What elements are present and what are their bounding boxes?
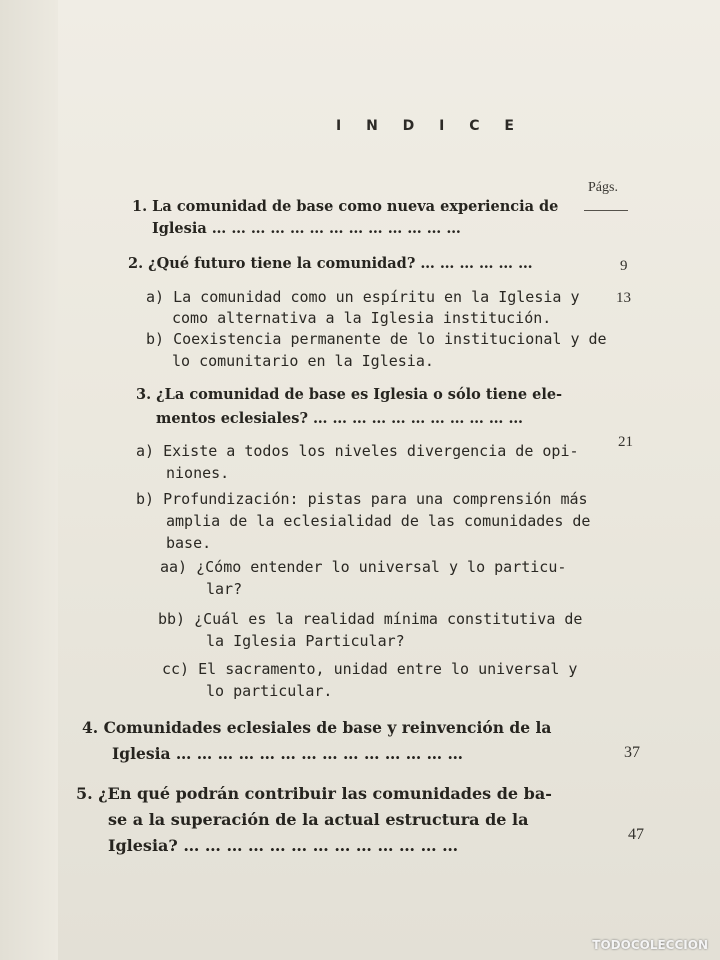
entry-3b-aa-line-1: aa) ¿Cómo entender lo universal y lo particu- [160,558,567,576]
entry-3-page: 21 [618,434,633,450]
entry-3a-line-1: a) Existe a todos los niveles divergencia de opi- [136,442,579,460]
index-heading: I N D I C E [336,118,524,134]
entry-5-line-1: 5. ¿En qué podrán contribuir las comunidades de ba- [76,784,552,803]
entry-3b-aa-line-2: lar? [206,580,243,598]
entry-2-line-1: 2. ¿Qué futuro tiene la comunidad? … … … … … … [128,255,533,272]
entry-3b-line-3: base. [166,534,212,552]
entry-4-line-2: Iglesia … … … … … … … … … … … … … … [112,744,464,763]
entry-3-line-1: 3. ¿La comunidad de base es Iglesia o sólo tiene ele- [136,386,563,403]
entry-4-page: 37 [624,744,640,761]
page-margin-shadow [0,0,58,960]
entry-2a-page: 13 [616,290,631,306]
entry-3b-bb-line-2: la Iglesia Particular? [206,632,405,650]
entry-5-page: 47 [628,826,644,843]
entry-2-page: 9 [620,258,628,274]
entry-5-line-3: Iglesia? … … … … … … … … … … … … … [108,836,459,855]
entry-5-line-2: se a la superación de la actual estructura de la [108,810,529,829]
entry-3b-line-2: amplia de la eclesialidad de las comunidades de [166,512,591,530]
entry-3-line-2: mentos eclesiales? … … … … … … … … … … … [156,410,523,427]
pages-column-rule [584,210,628,211]
entry-4-line-1: 4. Comunidades eclesiales de base y reinvención de la [82,718,552,737]
entry-1-line-2: Iglesia … … … … … … … … … … … … … [152,220,461,237]
entry-3b-cc-line-1: cc) El sacramento, unidad entre lo universal y [162,660,578,678]
entry-3a-line-2: niones. [166,464,230,482]
entry-1-line-1: 1. La comunidad de base como nueva experiencia de [132,198,559,215]
entry-3b-cc-line-2: lo particular. [206,682,333,700]
entry-2a-line-2: como alternativa a la Iglesia institución. [172,309,552,327]
entry-2b-line-2: lo comunitario en la Iglesia. [172,352,434,370]
pages-column-label: Págs. [588,180,618,195]
entry-2b-line-1: b) Coexistencia permanente de lo institucional y de [146,330,607,348]
entry-3b-bb-line-1: bb) ¿Cuál es la realidad mínima constitutiva de [158,610,583,628]
entry-3b-line-1: b) Profundización: pistas para una comprensión más [136,490,588,508]
entry-2a-line-1: a) La comunidad como un espíritu en la Iglesia y [146,288,580,306]
watermark-logo: TODOCOLECCION [592,938,708,952]
